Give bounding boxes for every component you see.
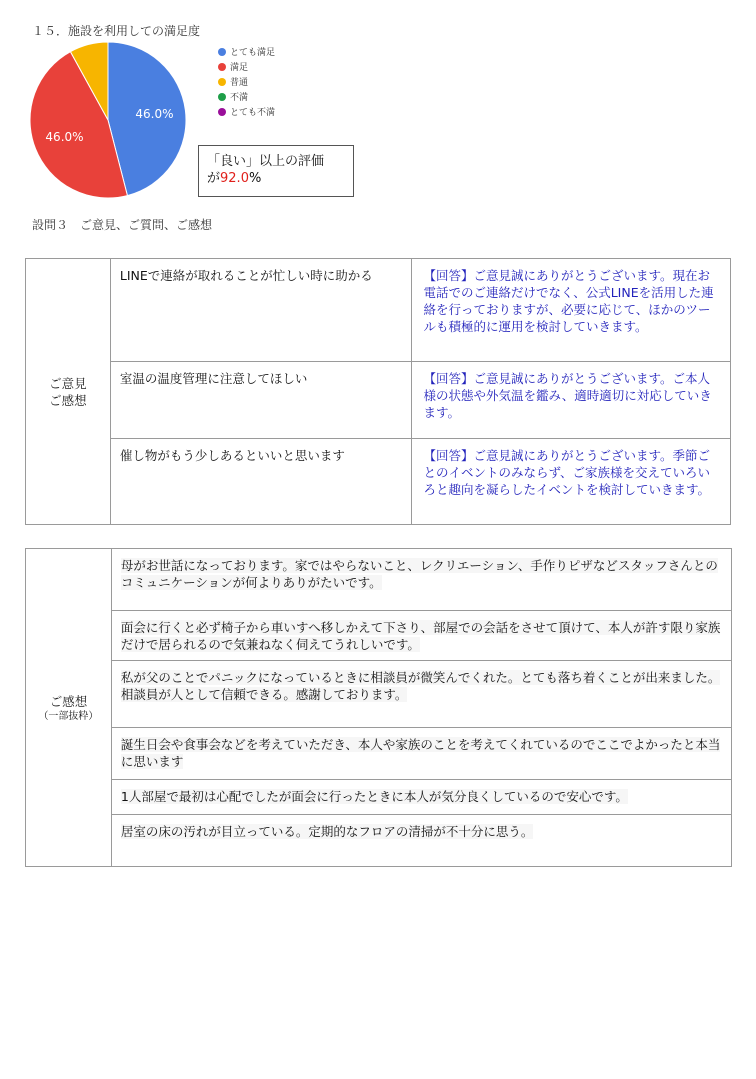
legend-label: 満足	[230, 63, 249, 73]
legend-swatch	[218, 78, 226, 86]
legend-swatch	[218, 93, 226, 101]
legend-item	[218, 59, 275, 74]
legend-swatch	[218, 63, 226, 71]
opinions-table	[25, 258, 731, 525]
comment-text: 私が父のことでパニックになっているときに相談員が微笑んでくれた。とても落ち着くことが出来ました。相談員が人として信頼できる。感謝しております。	[111, 661, 731, 728]
table-row	[26, 439, 731, 525]
evaluation-prefix: が	[207, 171, 221, 186]
answer-text: 【回答】ご意見誠にありがとうございます。ご本人様の状態や外気温を鑑み、適時適切に対応していきます。	[412, 362, 731, 439]
table-row	[26, 728, 732, 780]
legend-swatch	[218, 48, 226, 56]
comment-text: 1人部屋で最初は心配でしたが面会に行ったときに本人が気分良くしているので安心です。	[111, 780, 731, 815]
legend-label: 不満	[230, 93, 249, 103]
chart-legend	[218, 44, 275, 119]
opinions-category-cell	[26, 259, 111, 525]
legend-item	[218, 44, 275, 59]
section-heading: 設問３ ご意見、ご質問、ご感想	[32, 218, 213, 232]
satisfaction-pie-chart	[28, 40, 188, 200]
table-row	[26, 549, 732, 611]
pie-data-label: 46.0%	[45, 130, 84, 145]
table-row	[26, 780, 732, 815]
opinion-text: LINEで連絡が取れることが忙しい時に助かる	[110, 259, 412, 362]
legend-item	[218, 89, 275, 104]
legend-label: 普通	[230, 78, 249, 88]
category-note: （一部抜粋）	[38, 710, 99, 722]
table-row	[26, 362, 731, 439]
comment-text: 母がお世話になっております。家ではやらないこと、レクリエーション、手作りピザなどスタッフさんとのコミュニケーションが何よりありがたいです。	[111, 549, 731, 611]
impressions-table	[25, 548, 732, 867]
table-row	[26, 661, 732, 728]
table-row	[26, 815, 732, 867]
pie-data-label: 46.0%	[135, 107, 174, 122]
evaluation-suffix: %	[248, 171, 262, 186]
category-label: ご感想	[49, 693, 88, 709]
comment-text: 面会に行くと必ず椅子から車いすへ移しかえて下さり、部屋での会話をさせて頂けて、本人が許す限り家族だけで居られるので気兼ねなく伺えてうれしいです。	[111, 611, 731, 661]
evaluation-summary-box	[198, 145, 354, 197]
answer-text: 【回答】ご意見誠にありがとうございます。現在お電話でのご連絡だけでなく、公式LINEを活用した連絡を行っておりますが、必要に応じて、ほかのツールも積極的に運用を検討していきます。	[412, 259, 731, 362]
table-row	[26, 259, 731, 362]
comment-text: 誕生日会や食事会などを考えていただき、本人や家族のことを考えてくれているのでここでよかったと本当に思います	[111, 728, 731, 780]
category-label-2: ご感想	[49, 392, 87, 408]
evaluation-line2	[207, 170, 353, 187]
evaluation-value: 92.0	[220, 171, 249, 186]
chart-title: １５．施設を利用しての満足度	[32, 24, 201, 38]
legend-item	[218, 104, 275, 119]
table-row	[26, 611, 732, 661]
opinion-text: 催し物がもう少しあるといいと思います	[110, 439, 412, 525]
legend-label: とても不満	[230, 108, 276, 118]
legend-item	[218, 74, 275, 89]
comment-text: 居室の床の汚れが目立っている。定期的なフロアの清掃が不十分に思う。	[111, 815, 731, 867]
legend-swatch	[218, 108, 226, 116]
impressions-category-cell	[26, 549, 112, 867]
evaluation-line1: 「良い」以上の評価	[207, 154, 325, 169]
legend-label: とても満足	[230, 48, 276, 58]
opinion-text: 室温の温度管理に注意してほしい	[110, 362, 412, 439]
category-label-1: ご意見	[49, 375, 87, 391]
answer-text: 【回答】ご意見誠にありがとうございます。季節ごとのイベントのみならず、ご家族様を交えていろいろと趣向を凝らしたイベントを検討していきます。	[412, 439, 731, 525]
